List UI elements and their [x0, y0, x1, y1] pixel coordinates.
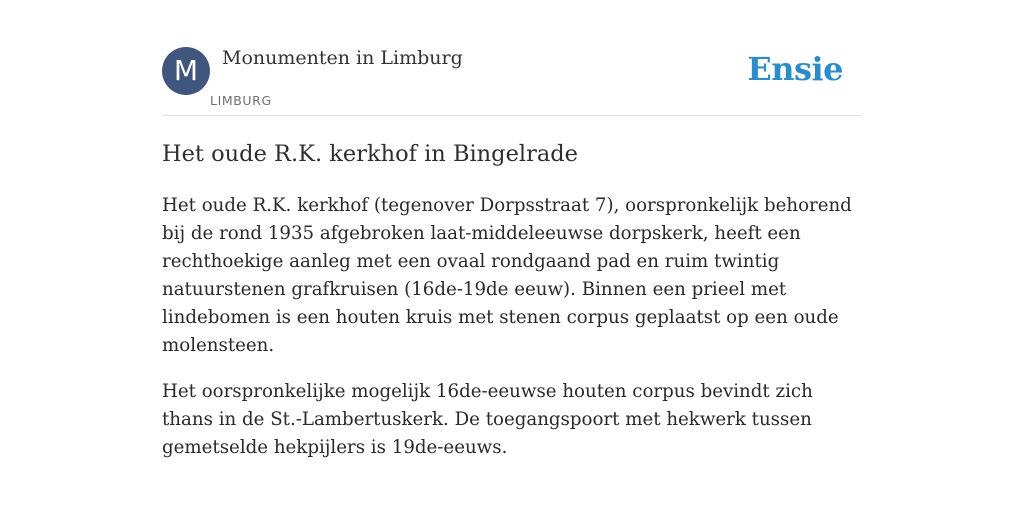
header: [162, 46, 862, 115]
article-paragraph: Het oorspronkelijke mogelijk 16de-eeuwse houten corpus bevindt zich thans in de St.-Lambertuskerk. De toegangspoort met hekwerk tussen gemetselde hekpijlers is 19de-eeuws.: [162, 381, 813, 458]
article-paragraph: Het oude R.K. kerkhof (tegenover Dorpsstraat 7), oorspronkelijk behorend bij de rond 1935 afgebroken laat-middeleeuwse dorpskerk, heeft een rechthoekige aanleg met een ovaal rondgaand pad en ruim twintig natuurstenen grafkruisen (16de-19de eeuw). Binnen een prieel met lindebomen is een houten kruis met stenen corpus geplaatst op een oude molensteen.: [162, 195, 852, 356]
site-title[interactable]: Monumenten in Limburg: [222, 47, 463, 69]
category-link[interactable]: LIMBURG: [210, 93, 272, 108]
avatar[interactable]: M: [162, 47, 210, 95]
article-title: Het oude R.K. kerkhof in Bingelrade: [162, 141, 578, 167]
article-body: [162, 192, 862, 480]
header-divider: [162, 115, 862, 116]
brand-logo[interactable]: Ensie: [747, 50, 843, 88]
